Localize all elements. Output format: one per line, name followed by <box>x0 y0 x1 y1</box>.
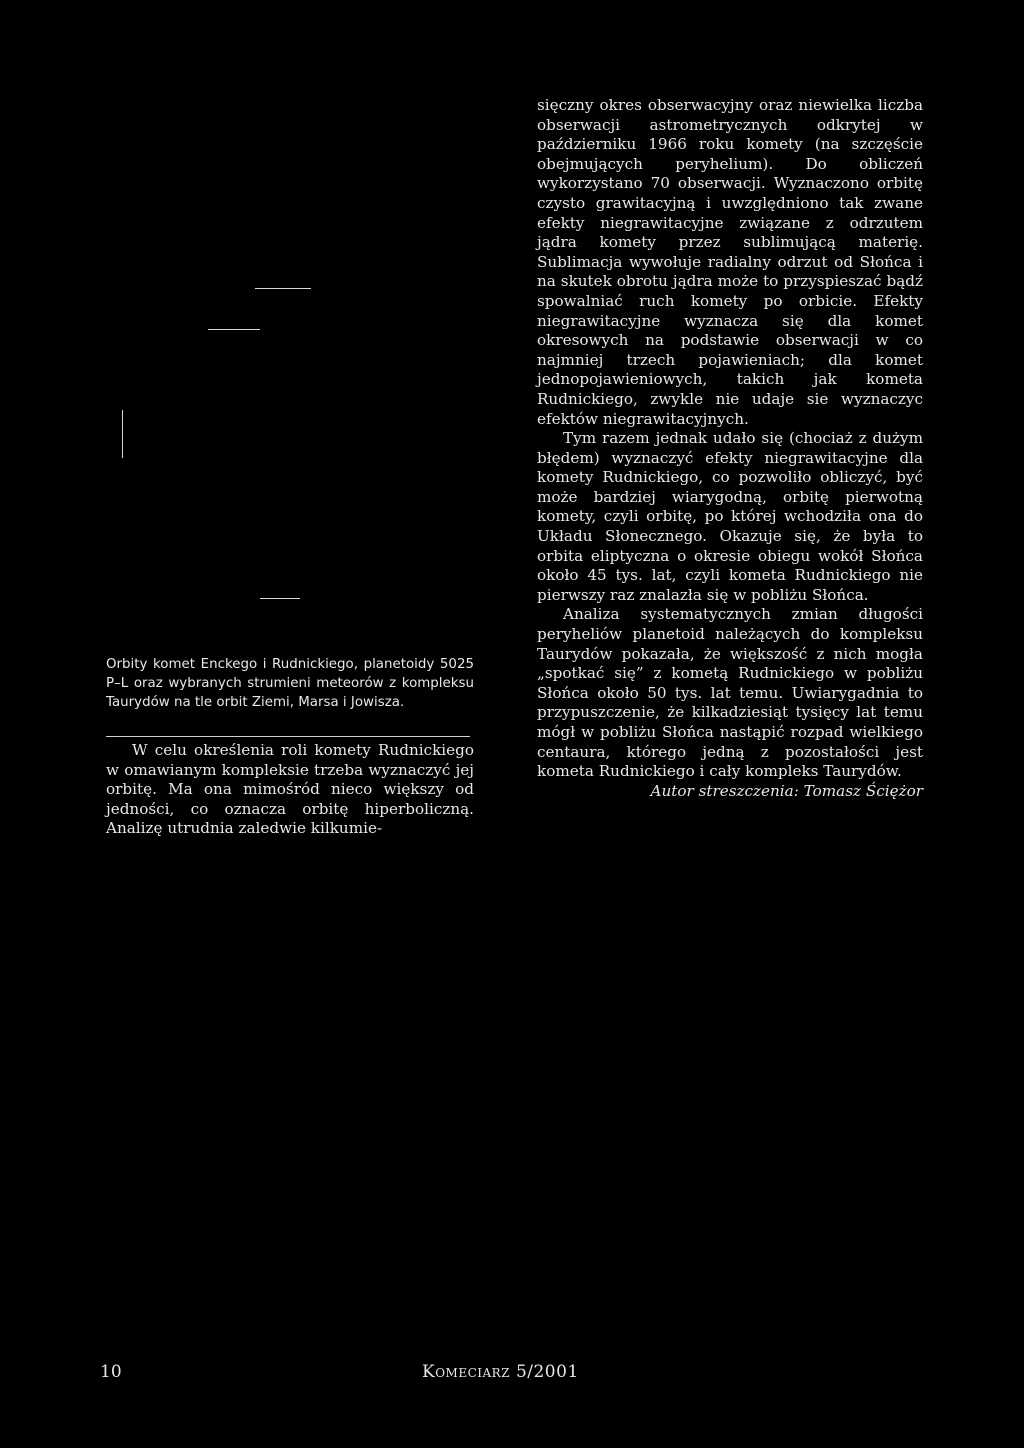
paragraph: Analiza systematycznych zmian długości peryheliów planetoid należących do kompleksu Taurydów pokazała, że większość z nich mogła „spotkać się” z kometą Rudnickiego w pobliżu Słońca około 50 tys. lat temu. Uwiarygadnia to przypuszczenie, że kilkadziesiąt tysięcy lat temu mógł w pobliżu Słońca nastąpić rozpad wielkiego centaura, którego jedną z pozostałości jest kometa Rudnickiego i cały kompleks Taurydów. <box>537 605 923 781</box>
orbit-figure <box>100 260 480 620</box>
paragraph: sięczny okres obserwacyjny oraz niewielka liczba obserwacji astrometrycznych odkrytej w październiku 1966 roku komety (na szczęście obejmujących peryhelium). Do obliczeń wykorzystano 70 obserwacji. Wyznaczono orbitę czysto grawitacyjną i uwzględniono tak zwane efekty niegrawitacyjne związane z odrzutem jądra komety przez sublimującą materię. Sublimacja wywołuje radialny odrzut od Słońca i na skutek obrotu jądra może to przyspieszać bądź spowalniać ruch komety po orbicie. Efekty niegrawitacyjne wyznacza się dla komet okresowych na podstawie obserwacji w co najmniej trzech pojawieniach; dla komet jednopojawieniowych, takich jak kometa Rudnickiego, zwykle nie udaje sie wyznaczyc efektów niegrawitacyjnych. <box>537 96 923 428</box>
paragraph: Tym razem jednak udało się (chociaż z dużym błędem) wyznaczyć efekty niegrawitacyjne dla komety Rudnickiego, co pozwoliło obliczyć, być może bardziej wiarygodną, orbitę pierwotną komety, czyli orbitę, po której wchodziła ona do Układu Słonecznego. Okazuje się, że była to orbita eliptyczna o okresie obiegu wokół Słońca około 45 tys. lat, czyli kometa Rudnickiego nie pierwszy raz znalazła się w pobliżu Słońca. <box>537 429 923 604</box>
orbit-line <box>208 329 260 330</box>
page-number: 10 <box>100 1362 122 1382</box>
author-credit: Autor streszczenia: Tomasz Ściężor <box>650 781 923 800</box>
right-column <box>537 96 923 801</box>
orbit-line <box>122 410 123 458</box>
paragraph: W celu określenia roli komety Rudnickiego w omawianym kompleksie trzeba wyznaczyć jej orbitę. Ma ona mimośród nieco większy od jedności, co oznacza orbitę hiperboliczną. Analizę utrudnia zaledwie kilkumie- <box>106 741 474 838</box>
figure-caption: Orbity komet Enckego i Rudnickiego, planetoidy 5025 P–L oraz wybranych strumieni meteorów z kompleksu Taurydów na tle orbit Ziemi, Marsa i Jowisza. <box>106 657 474 711</box>
left-column <box>106 741 474 839</box>
caption-divider <box>106 736 470 737</box>
orbit-line <box>255 288 311 289</box>
orbit-line <box>260 598 300 599</box>
journal-title: Komeciarz 5/2001 <box>422 1362 579 1382</box>
